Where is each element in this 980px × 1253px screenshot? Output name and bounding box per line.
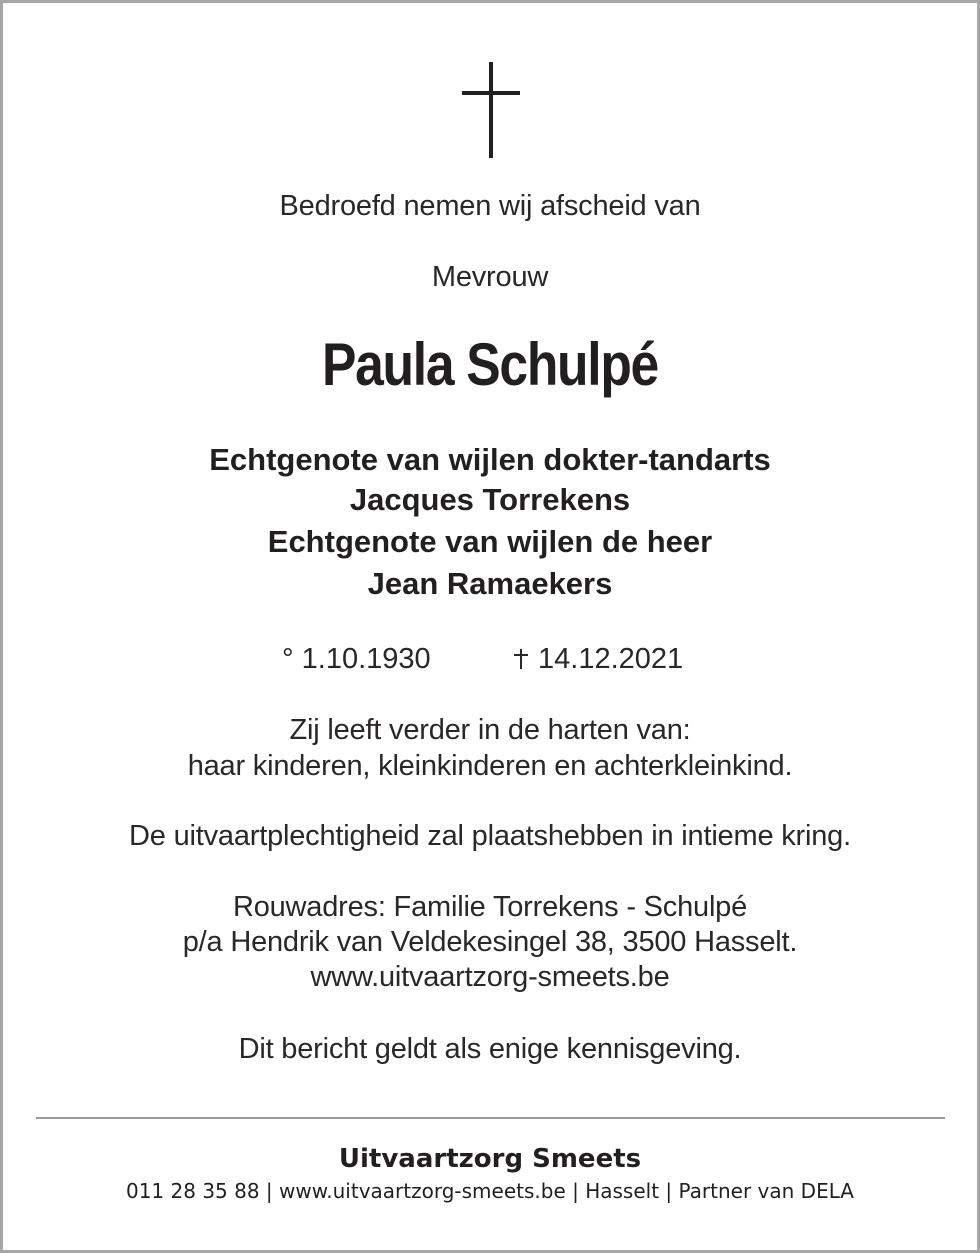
spouse-line-1: Echtgenote van wijlen dokter-tandarts	[209, 442, 771, 477]
company-info: 011 28 35 88 | www.uitvaartzorg-smeets.be | Hasselt | Partner van DELA	[125, 1179, 854, 1203]
address-line-1: Rouwadres: Familie Torrekens - Schulpé	[232, 891, 748, 923]
address-line-2: p/a Hendrik van Veldekesingel 38, 3500 Hasselt.	[182, 926, 798, 958]
website-link[interactable]: www.uitvaartzorg-smeets.be	[310, 961, 670, 993]
notice-text: Dit bericht geldt als enige kennisgeving.	[238, 1033, 742, 1065]
survivors-intro: Zij leeft verder in de harten van:	[289, 714, 691, 746]
footer-divider	[36, 1117, 945, 1119]
cross-icon	[462, 62, 520, 158]
deceased-name: Paula Schulpé	[322, 331, 658, 398]
title-prefix: Mevrouw	[431, 261, 549, 293]
death-cross-icon	[514, 649, 528, 669]
death-date-group	[514, 643, 683, 676]
spouse-line-2: Jacques Torrekens	[349, 482, 631, 517]
intro-text: Bedroefd nemen wij afscheid van	[279, 190, 701, 222]
ceremony-text: De uitvaartplechtigheid zal plaatshebben in intieme kring.	[129, 820, 851, 852]
spouse-line-3: Echtgenote van wijlen de heer	[267, 524, 713, 559]
birth-date: ° 1.10.1930	[282, 643, 431, 675]
company-name: Uitvaartzorg Smeets	[338, 1144, 642, 1174]
survivors-list: haar kinderen, kleinkinderen en achterkleinkind.	[187, 750, 793, 782]
dates-row	[0, 643, 980, 679]
death-date: 14.12.2021	[538, 643, 684, 675]
spouse-line-4: Jean Ramaekers	[367, 566, 613, 601]
